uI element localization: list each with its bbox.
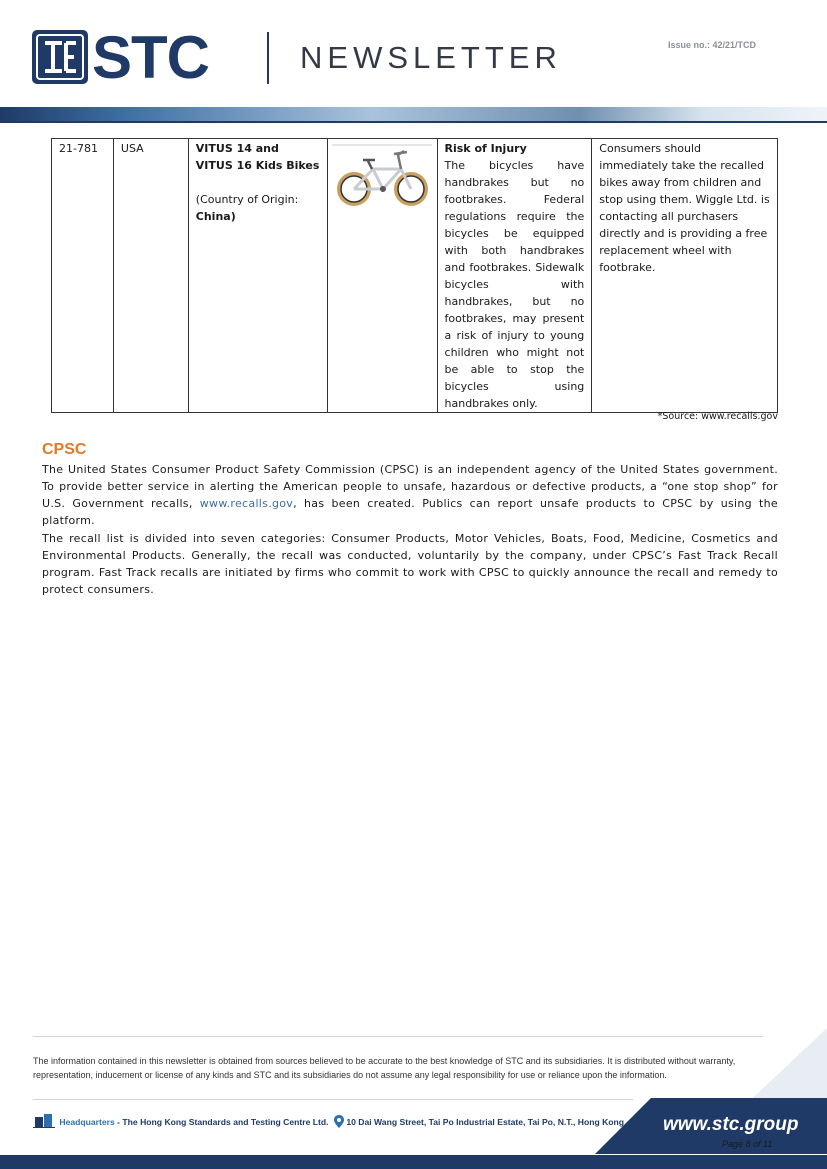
- location-pin-icon: [334, 1115, 344, 1128]
- page-header: [0, 0, 827, 125]
- section-heading-cpsc: CPSC: [42, 441, 87, 458]
- country-cell: [113, 139, 188, 413]
- header-band: [0, 107, 827, 123]
- product-image-cell: [327, 139, 437, 413]
- hazard-title: Risk of Injury: [444, 142, 527, 155]
- cpsc-paragraph-1: [42, 461, 778, 529]
- footer-disclaimer: The information contained in this newsletter is obtained from sources believed to be accurate to the best knowledge of STC and its subsidiaries. It is distributed without warranty, representation, inducement or license of any kinds and STC and its subsidiaries do not assume any legal responsibility for use or reliance upon the information.: [33, 1056, 736, 1080]
- paragraph-text: The United States Consumer Product Safety Commission (CPSC) is an independent agency of the United States government. To provide better service in alerting the American people to unsafe, hazardous or defective products, a “one stop shop” for U.S. Government recalls,: [42, 463, 778, 510]
- hq-address: 10 Dai Wang Street, Tai Po Industrial Estate, Tai Po, N.T., Hong Kong: [346, 1117, 625, 1127]
- footer-divider: [33, 1099, 633, 1100]
- paragraph-text: , has been created. Publics can report unsafe products to CPSC by using the platform.: [42, 497, 778, 527]
- remedy-cell: [592, 139, 778, 413]
- origin-value: China): [195, 210, 236, 223]
- recall-ref: 21-781: [59, 142, 98, 155]
- remedy-text: Consumers should immediately take the recalled bikes away from children and stop using them. Wiggle Ltd. is contacting all purchasers directly and is providing a free replacement wheel with footbrake.: [599, 142, 770, 274]
- recall-country: USA: [120, 142, 144, 155]
- footer-bottom-bar: [0, 1155, 827, 1169]
- product-cell: [188, 139, 327, 413]
- issue-number: Issue no.: 42/21/TCD: [668, 40, 757, 50]
- hazard-cell: [437, 139, 592, 413]
- source-note: *Source: www.recalls.gov: [657, 411, 778, 422]
- building-icon: [33, 1114, 57, 1128]
- cpsc-paragraph-2: The recall list is divided into seven categories: Consumer Products, Motor Vehicles, Boats, Food, Medicine, Cosmetics and Environmental Products. Generally, the recall was conducted, voluntarily by the company, under CPSC’s Fast Track Recall program. Fast Track recalls are initiated by firms who commit to work with CPSC to quickly announce the recall and remedy to protect consumers.: [42, 532, 778, 596]
- recall-table: [51, 138, 778, 413]
- stc-logo: [32, 24, 232, 91]
- newsletter-title: NEWSLETTER: [300, 40, 562, 75]
- logo-wordmark: STC: [92, 24, 209, 91]
- website-link[interactable]: www.stc.group: [663, 1114, 799, 1135]
- hq-company: - The Hong Kong Standards and Testing Centre Ltd.: [114, 1117, 329, 1127]
- stc-logo-mark-icon: [32, 30, 88, 84]
- page-number: Page 8 of 11: [722, 1139, 773, 1149]
- hq-label: Headquarters: [59, 1117, 115, 1127]
- kids-bicycle-icon: [328, 139, 436, 211]
- hazard-text: The bicycles have handbrakes but no footbrakes. Federal regulations require the bicycles be equipped with both handbrakes and footbrakes. Sidewalk bicycles with handbrakes, but no footbrakes, may present a risk of injury to young children who might not be able to stop the bicycles using handbrakes only.: [444, 159, 585, 410]
- recall-ref-cell: [52, 139, 114, 413]
- footer-divider: [33, 1036, 763, 1037]
- headquarters-line: [33, 1114, 624, 1128]
- table-row: [52, 139, 778, 413]
- header-divider: [267, 32, 269, 84]
- product-name: VITUS 14 and VITUS 16 Kids Bikes: [195, 142, 320, 172]
- origin-label: (Country of Origin:: [195, 193, 299, 206]
- recalls-gov-link[interactable]: www.recalls.gov: [199, 497, 294, 510]
